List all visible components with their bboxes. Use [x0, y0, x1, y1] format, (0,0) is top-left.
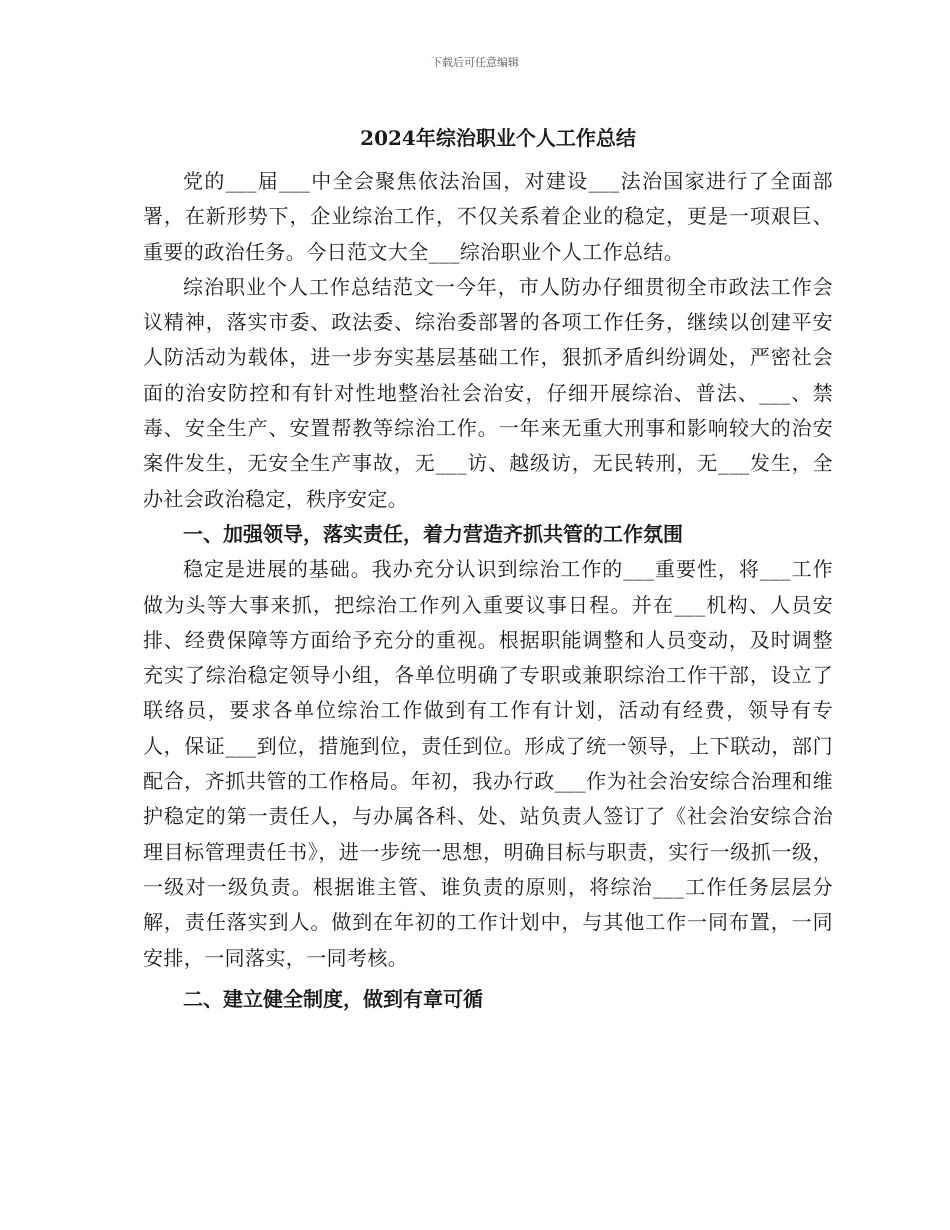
document-page — [143, 122, 833, 1017]
section-heading-1: 一、加强领导，落实责任，着力营造齐抓共管的工作氛围 — [183, 521, 683, 546]
intro-paragraph: 党的___届___中全会聚焦依法治国，对建设___法治国家进行了全面部署，在新形势下，企业综治工作，不仅关系着企业的稳定，更是一项艰巨、重要的政治任务。今日范文大全___综治职业个人工作总结。 — [143, 169, 833, 264]
summary-paragraph: 综治职业个人工作总结范文一今年，市人防办仔细贯彻全市政法工作会议精神，落实市委、政法委、综治委部署的各项工作任务，继续以创建平安人防活动为载体，进一步夯实基层基础工作，狠抓矛盾纠纷调处，严密社会面的治安防控和有针对性地整治社会治安，仔细开展综治、普法、___、禁毒、安全生产、安置帮教等综治工作。一年来无重大刑事和影响较大的治安案件发生，无安全生产事故，无___访、越级访，无民转刑，无___发生，全办社会政治稳定，秩序安定。 — [143, 274, 833, 511]
document-title: 2024年综治职业个人工作总结 — [360, 126, 636, 150]
section-heading-2: 二、建立健全制度，做到有章可循 — [183, 986, 483, 1011]
section-1-paragraph: 稳定是进展的基础。我办充分认识到综治工作的___重要性，将___工作做为头等大事来抓，把综治工作列入重要议事日程。并在___机构、人员安排、经费保障等方面给予充分的重视。根据职能调整和人员变动，及时调整充实了综治稳定领导小组，各单位明确了专职或兼职综治工作干部，设立了联络员，要求各单位综治工作做到有工作有计划，活动有经费，领导有专人，保证___到位，措施到位，责任到位。形成了统一领导，上下联动，部门配合，齐抓共管的工作格局。年初，我办行政___作为社会治安综合治理和维护稳定的第一责任人，与办属各科、处、站负责人签订了《社会治安综合治理目标管理责任书》，进一步统一思想，明确目标与职责，实行一级抓一级，一级对一级负责。根据谁主管、谁负责的原则，将综治___工作任务层层分解，责任落实到人。做到在年初的工作计划中，与其他工作一同布置，一同安排，一同落实，一同考核。 — [143, 557, 833, 970]
header-note: 下载后可任意编辑 — [431, 56, 519, 69]
